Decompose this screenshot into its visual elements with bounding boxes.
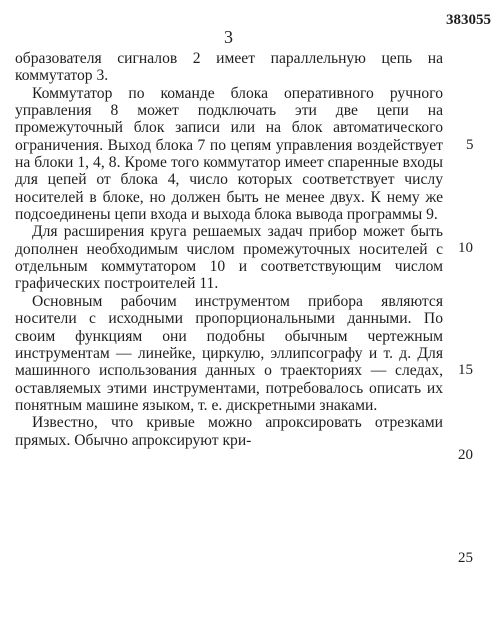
paragraph-3: Для расширения круга решаемых задач прибор может быть дополнен необходимым числом промежуточных носителей с отдельным коммутатором 10 и соответствующим числом графических построителей 11. xyxy=(15,223,443,293)
paragraph-2: Коммутатор по команде блока оперативного ручного управления 8 может подключать эти две цепи на промежуточный блок записи или на блок автоматического ограничения. Выход блока 7 по цепям управления воздействует на блоки 1, 4, 8. Кроме того коммутатор имеет спаренные входы для цепей от блока 4, число которых соответствует числу носителей в блоке, но должен быть не менее двух. К нему же подсоединены цепи входа и выхода блока вывода программы 9. xyxy=(15,84,443,224)
paragraph-5: Известно, что кривые можно апроксировать отрезками прямых. Обычно апроксируют кри- xyxy=(15,414,443,449)
line-number-25: 25 xyxy=(458,550,473,566)
line-number-20: 20 xyxy=(458,447,473,463)
paragraph-4: Основным рабочим инструментом прибора являются носители с исходными пропорциональными данными. По своим функциям они подобны обычным чертежным инструментам — линейке, циркулю, эллипсографу и т. д. Для машинного использования данных о траекториях — следах, оставляемых этими инструментами, потребовалось описать их понятным машине языком, т. е. дискретными знаками. xyxy=(15,292,443,414)
page-number: 3 xyxy=(224,27,233,47)
patent-number: 383055 xyxy=(446,12,491,28)
line-number-15: 15 xyxy=(458,362,473,378)
paragraph-1: образователя сигналов 2 имеет параллельную цепь на коммутатор 3. xyxy=(15,50,443,85)
text-column xyxy=(15,50,443,449)
line-number-10: 10 xyxy=(458,240,473,256)
line-number-5: 5 xyxy=(466,137,474,153)
